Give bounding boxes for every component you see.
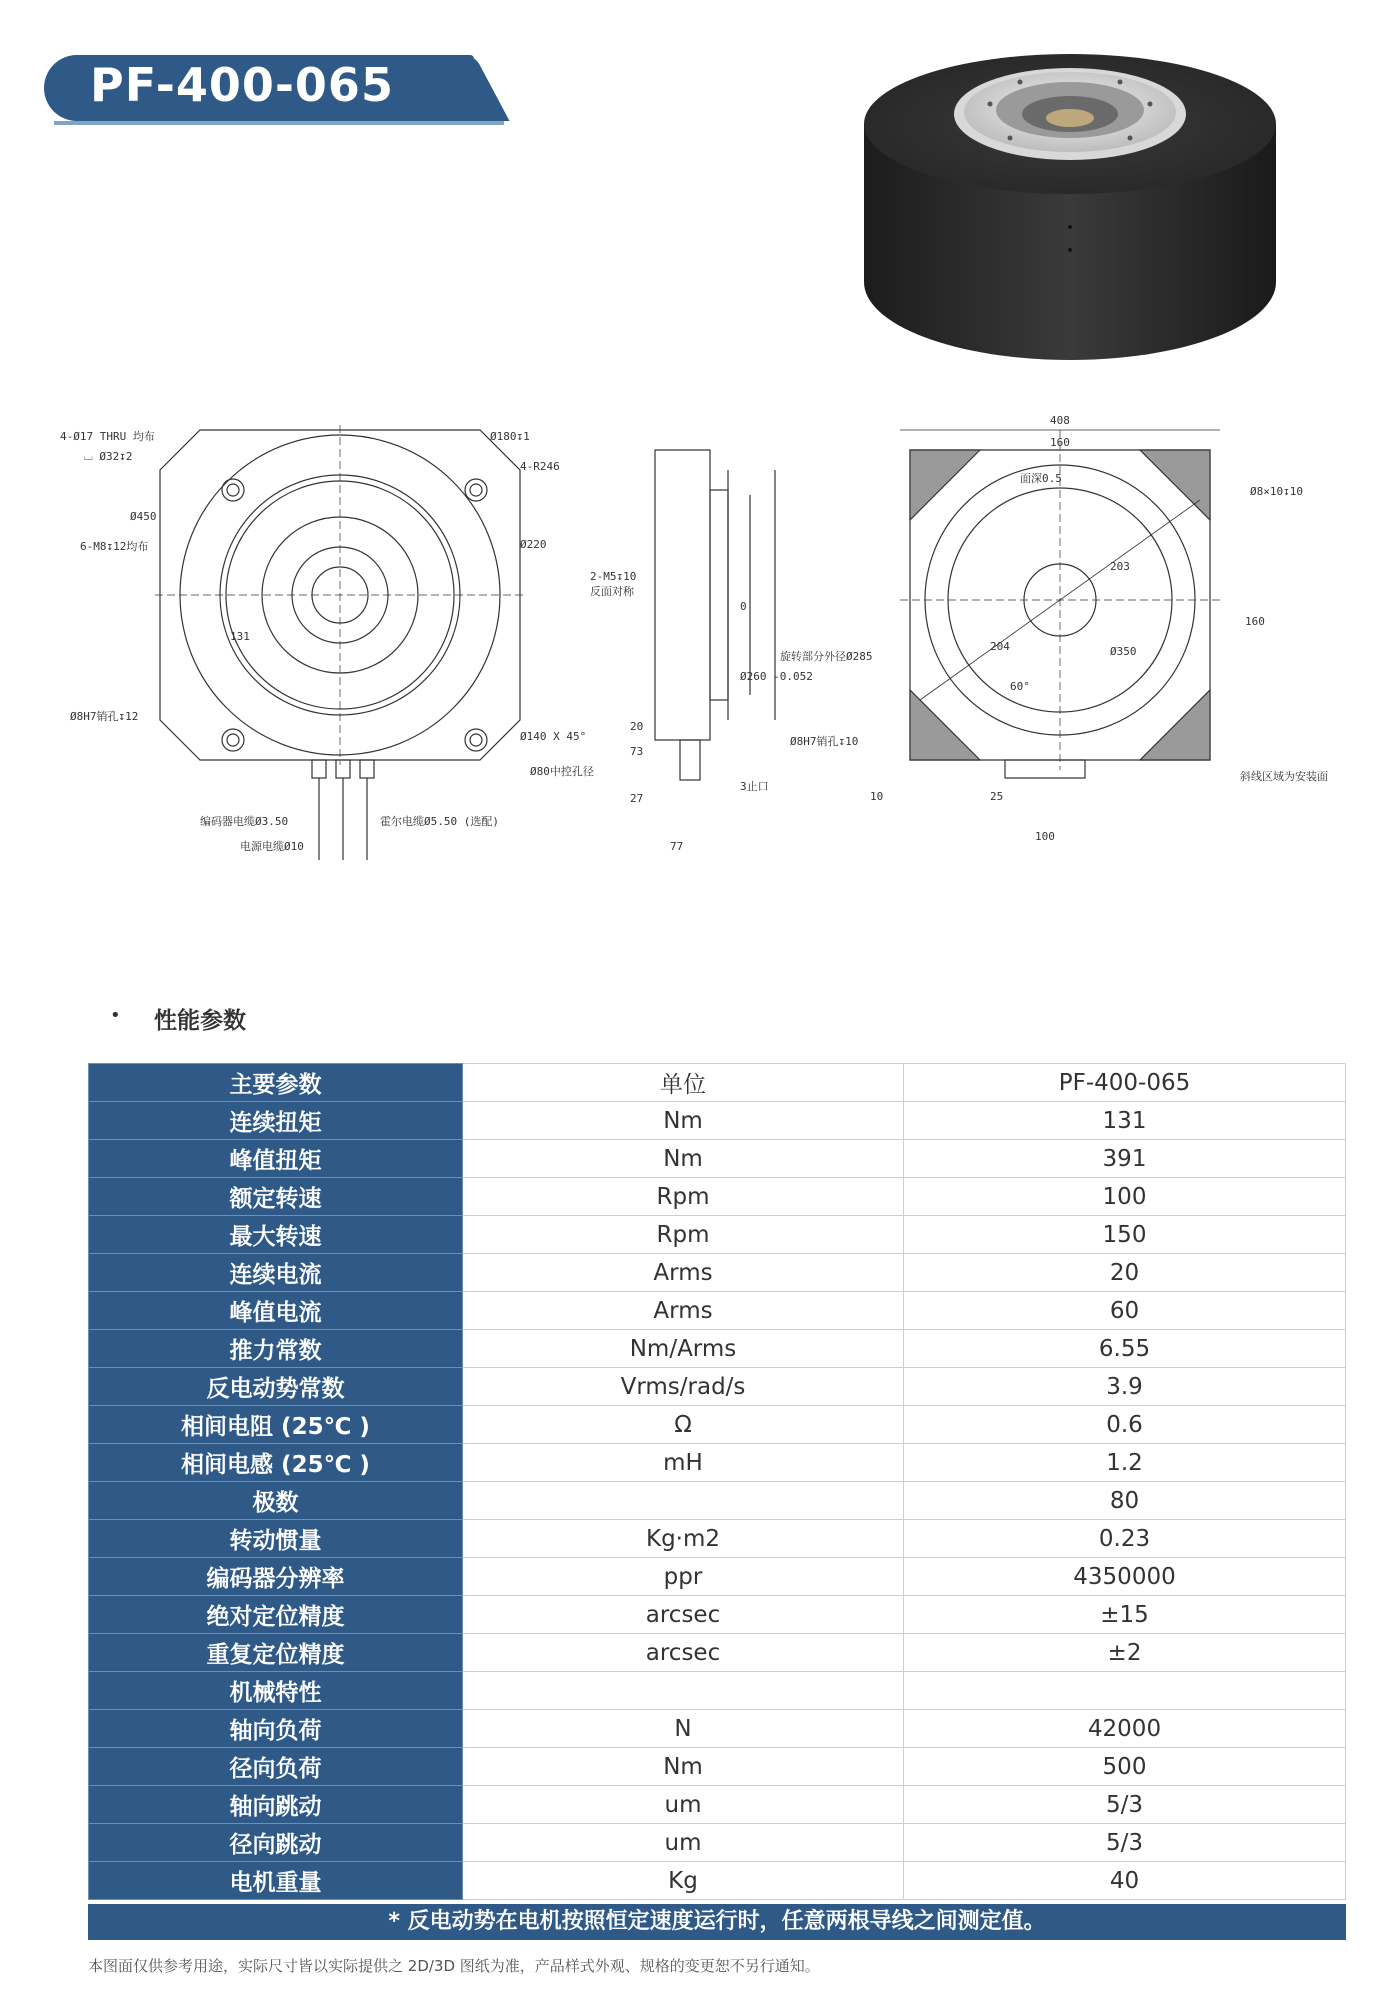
- cell-unit: Rpm: [463, 1178, 904, 1216]
- cell-value: 100: [904, 1178, 1346, 1216]
- cell-unit: arcsec: [463, 1596, 904, 1634]
- cell-value: 4350000: [904, 1558, 1346, 1596]
- cell-param: 峰值扭矩: [89, 1140, 463, 1178]
- table-row: [89, 1748, 1346, 1786]
- rear-label-2: 面深0.5: [1020, 472, 1062, 485]
- table-row: [89, 1368, 1346, 1406]
- front-label-0: 4-Ø17 THRU 均布: [60, 430, 155, 443]
- cell-unit: Nm: [463, 1102, 904, 1140]
- table-header-row: [89, 1064, 1346, 1102]
- cell-param: 反电动势常数: [89, 1368, 463, 1406]
- table-row: [89, 1634, 1346, 1672]
- front-label-2: Ø180↧1: [490, 430, 530, 443]
- motor-product-image: [860, 52, 1280, 362]
- section-bullet-icon: •: [110, 1005, 121, 1026]
- table-row: [89, 1216, 1346, 1254]
- footnote-bar: * 反电动势在电机按照恒定速度运行时，任意两根导线之间测定值。: [88, 1904, 1346, 1940]
- table-row: [89, 1292, 1346, 1330]
- cell-unit: mH: [463, 1444, 904, 1482]
- cell-param: 重复定位精度: [89, 1634, 463, 1672]
- side-label-0: 2-M5↧10: [590, 570, 637, 583]
- table-row: [89, 1558, 1346, 1596]
- table-row: [89, 1520, 1346, 1558]
- cell-param: 编码器分辨率: [89, 1558, 463, 1596]
- front-label-5: 6-M8↧12均布: [80, 540, 149, 553]
- cell-value: 150: [904, 1216, 1346, 1254]
- rear-label-11: 25: [990, 790, 1004, 803]
- table-row: [89, 1824, 1346, 1862]
- cell-param: 转动惯量: [89, 1520, 463, 1558]
- rear-label-10: 10: [870, 790, 884, 803]
- rear-label-1: 160: [1050, 436, 1070, 449]
- cell-value: ±15: [904, 1596, 1346, 1634]
- cell-value: 500: [904, 1748, 1346, 1786]
- cell-param: 最大转速: [89, 1216, 463, 1254]
- side-label-2: Ø260 -0.052: [740, 670, 813, 683]
- table-row: [89, 1102, 1346, 1140]
- cell-unit: Nm: [463, 1140, 904, 1178]
- cell-value: 1.2: [904, 1444, 1346, 1482]
- cell-value: 20: [904, 1254, 1346, 1292]
- rear-label-13: 斜线区域为安装面: [1240, 770, 1328, 783]
- header-unit: 单位: [463, 1064, 904, 1102]
- rear-label-9: Ø8H7销孔↧10: [790, 735, 859, 748]
- cell-param: 轴向负荷: [89, 1710, 463, 1748]
- rear-label-8: 160: [1245, 615, 1265, 628]
- cell-unit: arcsec: [463, 1634, 904, 1672]
- cell-value: ±2: [904, 1634, 1346, 1672]
- front-view-drawing: [155, 425, 525, 860]
- cell-unit: [463, 1672, 904, 1710]
- cell-value: 3.9: [904, 1368, 1346, 1406]
- cell-value: 6.55: [904, 1330, 1346, 1368]
- front-label-4: Ø450: [130, 510, 157, 523]
- front-label-3: 4-R246: [520, 460, 560, 473]
- cell-param: 电机重量: [89, 1862, 463, 1900]
- table-row: [89, 1862, 1346, 1900]
- table-row: [89, 1406, 1346, 1444]
- front-label-10: 编码器电缆Ø3.50: [200, 815, 289, 828]
- section-title: 性能参数: [154, 1008, 246, 1034]
- cell-param: 额定转速: [89, 1178, 463, 1216]
- rear-label-4: 203: [1110, 560, 1130, 573]
- technical-drawings: [50, 410, 1350, 880]
- cell-unit: ppr: [463, 1558, 904, 1596]
- dimension-labels: [60, 414, 1328, 853]
- rear-label-6: Ø350: [1110, 645, 1137, 658]
- table-row: [89, 1444, 1346, 1482]
- table-row: [89, 1596, 1346, 1634]
- header-param: 主要参数: [89, 1064, 463, 1102]
- table-row: [89, 1482, 1346, 1520]
- front-label-13: 131: [230, 630, 250, 643]
- cell-param: 连续电流: [89, 1254, 463, 1292]
- side-view-drawing: [655, 450, 775, 780]
- cell-param: 机械特性: [89, 1672, 463, 1710]
- cell-unit: Ω: [463, 1406, 904, 1444]
- cell-value: 391: [904, 1140, 1346, 1178]
- side-label-1: 反面对称: [590, 585, 634, 598]
- side-label-6: 73: [630, 745, 644, 758]
- cell-unit: um: [463, 1824, 904, 1862]
- side-label-4: 旋转部分外径Ø285: [780, 650, 873, 663]
- rear-label-5: 204: [990, 640, 1010, 653]
- table-row: [89, 1786, 1346, 1824]
- cell-unit: Kg: [463, 1862, 904, 1900]
- front-label-9: Ø80中控孔径: [530, 765, 594, 778]
- rear-label-7: 60°: [1010, 680, 1030, 693]
- cell-unit: [463, 1482, 904, 1520]
- product-title: PF-400-065: [90, 58, 394, 112]
- cell-unit: um: [463, 1786, 904, 1824]
- front-label-1: ⌴ Ø32↧2: [84, 450, 133, 463]
- cell-unit: Nm/Arms: [463, 1330, 904, 1368]
- table-row: [89, 1330, 1346, 1368]
- table-row: [89, 1140, 1346, 1178]
- cell-param: 峰值电流: [89, 1292, 463, 1330]
- cell-value: 40: [904, 1862, 1346, 1900]
- cell-unit: Vrms/rad/s: [463, 1368, 904, 1406]
- front-label-8: Ø140 X 45°: [520, 730, 587, 743]
- cell-value: 80: [904, 1482, 1346, 1520]
- cell-value: 0.23: [904, 1520, 1346, 1558]
- side-label-8: 3止口: [740, 780, 769, 793]
- cell-value: 42000: [904, 1710, 1346, 1748]
- cell-unit: N: [463, 1710, 904, 1748]
- cell-param: 径向负荷: [89, 1748, 463, 1786]
- side-label-3: 0: [740, 600, 747, 613]
- side-label-9: 77: [670, 840, 684, 853]
- table-row: [89, 1254, 1346, 1292]
- side-label-5: 20: [630, 720, 644, 733]
- cell-param: 绝对定位精度: [89, 1596, 463, 1634]
- spec-table: [88, 1063, 1346, 1900]
- cell-unit: Kg·m2: [463, 1520, 904, 1558]
- cell-unit: Arms: [463, 1292, 904, 1330]
- cell-param: 推力常数: [89, 1330, 463, 1368]
- front-label-11: 霍尔电缆Ø5.50 (选配): [380, 815, 499, 828]
- cell-value: 0.6: [904, 1406, 1346, 1444]
- cell-value: 131: [904, 1102, 1346, 1140]
- side-label-7: 27: [630, 792, 644, 805]
- cell-param: 相间电感 (25℃ ): [89, 1444, 463, 1482]
- rear-label-12: 100: [1035, 830, 1055, 843]
- table-row: [89, 1178, 1346, 1216]
- table-row: [89, 1672, 1346, 1710]
- cell-param: 轴向跳动: [89, 1786, 463, 1824]
- cell-value: 5/3: [904, 1786, 1346, 1824]
- table-row: [89, 1710, 1346, 1748]
- cell-value: 60: [904, 1292, 1346, 1330]
- rear-label-0: 408: [1050, 414, 1070, 427]
- cell-value: 5/3: [904, 1824, 1346, 1862]
- cell-unit: Rpm: [463, 1216, 904, 1254]
- disclaimer-text: 本图面仅供参考用途，实际尺寸皆以实际提供之 2D/3D 图纸为准，产品样式外观、规格的变更恕不另行通知。: [88, 1957, 820, 1975]
- cell-param: 径向跳动: [89, 1824, 463, 1862]
- cell-param: 极数: [89, 1482, 463, 1520]
- front-label-7: Ø8H7销孔↧12: [70, 710, 139, 723]
- front-label-6: Ø220: [520, 538, 547, 551]
- cell-unit: Arms: [463, 1254, 904, 1292]
- rear-label-3: Ø8×10↧10: [1250, 485, 1303, 498]
- cell-unit: Nm: [463, 1748, 904, 1786]
- cell-param: 连续扭矩: [89, 1102, 463, 1140]
- front-label-12: 电源电缆Ø10: [240, 840, 304, 853]
- cell-value: [904, 1672, 1346, 1710]
- header-value: PF-400-065: [904, 1064, 1346, 1102]
- cell-param: 相间电阻 (25℃ ): [89, 1406, 463, 1444]
